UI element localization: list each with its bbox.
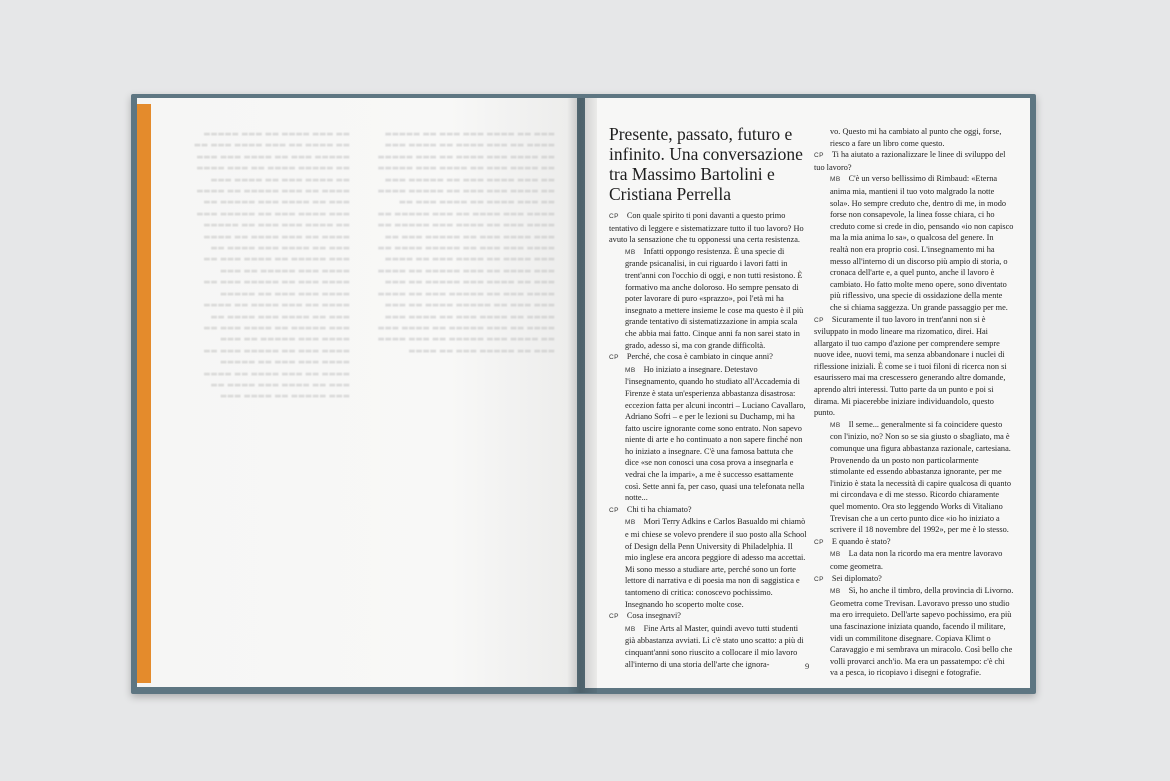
text-column-1 <box>609 210 810 671</box>
paragraph-text: La data non la ricordo ma era mentre lavoravo come geometra. <box>830 549 1003 571</box>
answer-paragraph <box>814 585 1014 679</box>
paragraph-text: Con quale spirito ti poni davanti a questo primo tentativo di leggere e sistematizzare tutto il tuo lavoro? Ho avuto la sensazione che tu opponessi una certa resistenza. <box>609 211 804 245</box>
speaker-tag: MB <box>625 248 636 256</box>
speaker-tag: MB <box>830 588 841 596</box>
show-through-text-left: ▬▬ ▬▬▬ ▬▬▬▬ ▬▬ ▬▬▬ ▬▬▬▬▬ ▬▬ ▬▬▬▬ ▬▬ ▬▬▬ ▬▬▬▬ ▬▬▬ ▬▬ ▬▬▬▬▬ ▬▬▬ ▬▬ ▬▬▬▬ ▬▬▬ ▬▬▬ ▬▬ ▬▬▬▬▬ ▬▬▬▬ ▬▬ ▬▬▬ ▬▬▬▬ ▬▬ ▬▬▬▬ ▬▬▬ ▬▬ ▬▬▬▬ ▬▬▬ ▬▬▬▬ ▬▬ ▬▬▬ ▬▬▬▬▬ ▬▬ ▬▬▬▬ ▬▬▬ ▬▬ ▬▬▬▬ ▬▬▬ ▬▬▬▬▬ ▬▬ ▬▬▬ ▬▬▬▬ ▬▬▬ ▬▬ ▬▬▬▬▬ ▬▬▬ ▬▬ ▬▬▬▬ ▬▬▬ ▬▬▬ ▬▬ ▬▬▬▬▬ ▬▬▬▬ ▬▬ ▬▬▬ ▬▬▬▬ ▬▬ ▬▬▬▬ ▬▬▬ ▬▬ ▬▬▬▬ ▬▬▬ ▬▬▬▬ ▬▬ ▬▬▬ ▬▬▬▬▬ ▬▬ ▬▬▬▬ ▬▬▬ ▬▬ ▬▬▬▬ ▬▬▬ ▬▬▬▬▬ ▬▬ ▬▬▬ ▬▬▬▬ ▬▬▬ ▬▬ ▬▬▬▬▬ ▬▬▬ ▬▬ ▬▬▬▬ ▬▬▬ ▬▬▬ ▬▬ ▬▬▬▬▬ ▬▬▬▬ ▬▬ ▬▬▬ ▬▬▬▬ ▬▬ ▬▬▬▬ ▬▬▬ ▬▬ ▬▬▬▬ ▬▬▬ ▬▬▬▬ ▬▬ ▬▬▬ ▬▬▬▬▬ ▬▬ ▬▬▬▬ ▬▬▬ ▬▬ ▬▬▬▬ ▬▬▬ ▬▬▬▬▬ ▬▬ ▬▬▬ ▬▬▬▬ ▬▬▬ ▬▬ ▬▬▬▬▬ ▬▬▬ ▬▬ ▬▬▬▬ ▬▬▬ ▬▬▬ ▬▬ ▬▬▬▬▬ ▬▬▬▬ ▬▬ ▬▬▬ ▬▬▬▬ ▬▬ ▬▬▬▬ ▬▬▬ ▬▬ ▬▬▬▬ ▬▬▬ ▬▬▬▬ ▬▬ ▬▬▬ ▬▬▬▬▬ ▬▬ ▬▬▬▬ ▬▬▬ <box>193 129 350 401</box>
paragraph-text: Fine Arts al Master, quindi avevo tutti studenti già abbastanza avviati. Lì c'è stato uno scatto: a più di cinquant'anni sono riuscito a collocare il mio lavoro all'interno di una storia dell'arte che ignora- <box>625 623 804 669</box>
paragraph-text: C'è un verso bellissimo di Rimbaud: «Eterna anima mia, mantieni il tuo voto malgrado la notte sola». Ho sempre creduto che, dentro di me, in modo forse non consapevole, la linea fosse chiara, ci ho creduto come si crede in dio, pensando «io non capisco ma la mia anima lo sa», o qualcosa del genere. In realtà non era proprio così. L'insegnamento mi ha messo all'interno di un discorso più ampio di storia, o cronaca dell'arte e, a quel punto, anche il lavoro è cambiato. Ho fatto molte meno opere, sono diventato più riflessivo, una specie di ossidazione della mente che si chiama saggezza. Un grande passaggio per me. <box>830 174 1014 312</box>
speaker-tag: MB <box>625 625 636 633</box>
continued-paragraph <box>814 126 1014 149</box>
speaker-tag: MB <box>830 421 841 429</box>
answer-paragraph <box>609 246 807 351</box>
paragraph-text: Mori Terry Adkins e Carlos Basualdo mi chiamò e mi chiese se volevo prendere il suo posto alla School of Design della Penn University di Philadelphia. Il mio inglese era ancora peggiore di adesso ma accettai. Mi sono messo a studiare arte, perché sono un forte lettore di narrativa e di poesia ma non di saggistica e tantomeno di critica: conoscevo pochissimo. Insegnando ho scoperto molte cose. <box>625 517 807 609</box>
speaker-tag: CP <box>609 506 619 514</box>
speaker-tag: MB <box>625 519 636 527</box>
paragraph-text: Cosa insegnavi? <box>626 611 681 621</box>
answer-paragraph <box>609 364 807 504</box>
text-column-2 <box>814 126 1014 679</box>
speaker-tag: CP <box>814 538 824 546</box>
question-paragraph <box>814 573 1014 586</box>
speaker-tag: CP <box>609 613 619 621</box>
show-through-text-right: ▬▬▬ ▬▬ ▬▬▬▬ ▬▬▬ ▬▬▬ ▬▬ ▬▬▬▬▬ ▬▬▬▬ ▬▬ ▬▬▬ ▬▬▬▬ ▬▬ ▬▬▬▬ ▬▬▬ ▬▬ ▬▬▬▬ ▬▬▬ ▬▬▬▬ ▬▬ ▬▬▬ ▬▬▬▬▬ ▬▬ ▬▬▬▬ ▬▬▬ ▬▬ ▬▬▬▬ ▬▬▬ ▬▬▬▬▬ ▬▬ ▬▬▬ ▬▬▬▬ ▬▬▬ ▬▬ ▬▬▬▬▬ ▬▬▬ ▬▬ ▬▬▬▬ ▬▬▬ ▬▬▬ ▬▬ ▬▬▬▬▬ ▬▬▬▬ ▬▬ ▬▬▬ ▬▬▬▬ ▬▬ ▬▬▬▬ ▬▬▬ ▬▬ ▬▬▬▬ ▬▬▬ ▬▬▬▬ ▬▬ ▬▬▬ ▬▬▬▬▬ ▬▬ ▬▬▬▬ ▬▬▬ ▬▬ ▬▬▬▬ ▬▬▬ ▬▬▬▬▬ ▬▬ ▬▬▬ ▬▬▬▬ ▬▬▬ ▬▬ ▬▬▬▬▬ ▬▬▬ ▬▬ ▬▬▬▬ ▬▬▬ ▬▬▬ ▬▬ ▬▬▬▬▬ ▬▬▬▬ ▬▬ ▬▬▬ ▬▬▬▬ ▬▬ ▬▬▬▬ ▬▬▬ ▬▬ ▬▬▬▬ ▬▬▬ ▬▬▬▬ ▬▬ ▬▬▬ ▬▬▬▬▬ ▬▬ ▬▬▬▬ ▬▬▬ ▬▬ ▬▬▬▬ ▬▬▬ ▬▬▬▬▬ ▬▬ ▬▬▬ ▬▬▬▬ ▬▬▬ ▬▬ ▬▬▬▬▬ ▬▬▬ ▬▬ ▬▬▬▬ ▬▬▬ ▬▬▬ ▬▬ ▬▬▬▬▬ ▬▬▬▬ ▬▬ ▬▬▬ ▬▬▬▬ ▬▬ ▬▬▬▬ ▬▬▬ ▬▬ ▬▬▬▬ ▬▬▬ ▬▬▬▬ ▬▬ ▬▬▬ ▬▬▬▬▬ ▬▬ ▬▬▬▬ ▬▬▬ ▬▬ ▬▬▬▬ ▬▬▬ ▬▬▬▬▬ ▬▬ ▬▬▬ ▬▬▬▬ ▬▬▬ ▬▬ ▬▬▬▬▬ ▬▬▬ ▬▬ ▬▬▬▬ <box>377 129 555 355</box>
speaker-tag: CP <box>814 575 824 583</box>
paragraph-text: Ti ha aiutato a razionalizzare le linee di sviluppo del tuo lavoro? <box>814 150 1006 172</box>
paragraph-text: Infatti oppongo resistenza. È una specie di grande psicanalisi, in cui riguardo i lavori fatti in trent'anni con l'occhio di oggi, e non tutti resistono. È formativo ma anche doloroso. Ho sempre pensato di poter lavorare di puro «sprazzo», poi l'età mi ha insegnato a mettere insieme le cose ma questo è il più grande tentativo di sistematizzazione in ampia scala che abbia mai fatto. Cinque anni fa non sarei stato in grado, adesso sì, ma con grande difficoltà. <box>625 246 804 350</box>
answer-paragraph <box>609 623 810 671</box>
question-paragraph <box>814 314 1014 419</box>
paragraph-text: Il seme... generalmente si fa coincidere questo con l'inizio, no? Non so se sia giusto o sbagliato, ma è comunque una figura abbastanza razionale, cartesiana. Provenendo da un posto non particolarmente stimolante ed essendo abbastanza ignorante, per me l'inizio è stata la necessità di capire qualcosa di quanto mi circondava e di me stesso. Ricordo chiaramente quel momento. Ora sto leggendo Works di Vitaliano Trevisan che a un certo punto dice «io ho iniziato a scrivere il 18 novembre del 1992», per me è lo stesso. <box>830 419 1011 535</box>
orange-endpaper-strip <box>137 104 151 683</box>
article-title: Presente, passato, futuro e infinito. Una conversazione tra Massimo Bartolini e Cristiana Perrella <box>609 124 803 204</box>
question-paragraph <box>609 210 807 246</box>
speaker-tag: CP <box>814 152 824 160</box>
speaker-tag: CP <box>609 354 619 362</box>
answer-paragraph <box>814 548 1014 572</box>
paragraph-text: Sicuramente il tuo lavoro in trent'anni non si è sviluppato in modo lineare ma rizomatico, direi. Hai allargato il tuo campo d'azione per comprendere sempre nuove idee, nuovi temi, ma senza abbandonare i nuclei di riflessione iniziali. È come se i tuoi filoni di ricerca non si esaurissero mai ma crescessero generando altre domande, aprendo altri interessi. Tutto parte da un punto e poi si dirama. Mi piacerebbe iniziare individuandolo, questo punto. <box>814 314 1007 418</box>
answer-paragraph <box>814 173 1014 313</box>
question-paragraph <box>609 351 807 364</box>
paragraph-text: Sì, ho anche il timbro, della provincia di Livorno. Geometra come Trevisan. Lavoravo presso uno studio ma ero irrequieto. Dell'arte sapevo pochissimo, era più una fascinazione iniziata quando, facendo il militare, vidi un commilitone disegnare. Copiava Klimt o Caravaggio e mi sembrava un miracolo. Così bello che volli provarci anch'io. Ma era un passatempo: c'è chi va a pesca, io ricopiavo i disegni e fotografie. <box>830 586 1014 678</box>
paragraph-text: Perché, che cosa è cambiato in cinque anni? <box>626 352 773 362</box>
paragraph-text: E quando è stato? <box>831 536 891 546</box>
page-number: 9 <box>805 661 810 671</box>
speaker-tag: MB <box>830 176 841 184</box>
spine-shadow <box>567 98 597 693</box>
speaker-tag: MB <box>830 551 841 559</box>
question-paragraph <box>609 610 807 623</box>
speaker-tag: CP <box>609 213 619 220</box>
paragraph-text: Ho iniziato a insegnare. Detestavo l'insegnamento, quando ho studiato all'Accademia di Firenze è stata un'esperienza abbastanza disastrosa: eccezion fatta per alcuni incontri – Luciano Cavallaro, Adriano Sofri – e per le lezioni su Duchamp, mi ha fatto uscire ignorante come sono entrato. Non sapevo niente di arte e ho continuato a non sapere finché non ho iniziato a insegnare. C'è una famosa battuta che dice «se non conosci una cosa prova a insegnarla e vedrai che la impari», a me è successo esattamente così. Sette anni fa, per caso, quasi una telefonata nella notte... <box>625 364 806 503</box>
speaker-tag: MB <box>625 366 636 374</box>
question-paragraph <box>814 149 1014 173</box>
paragraph-text: Sei diplomato? <box>831 573 882 583</box>
answer-paragraph <box>609 516 807 610</box>
speaker-tag: CP <box>814 316 824 324</box>
paragraph-text: Chi ti ha chiamato? <box>626 504 692 514</box>
paragraph-text: vo. Questo mi ha cambiato al punto che oggi, forse, riesco a fare un libro come questo. <box>830 127 1002 148</box>
answer-paragraph <box>814 419 1014 536</box>
question-paragraph <box>814 536 1014 549</box>
question-paragraph <box>609 504 807 517</box>
